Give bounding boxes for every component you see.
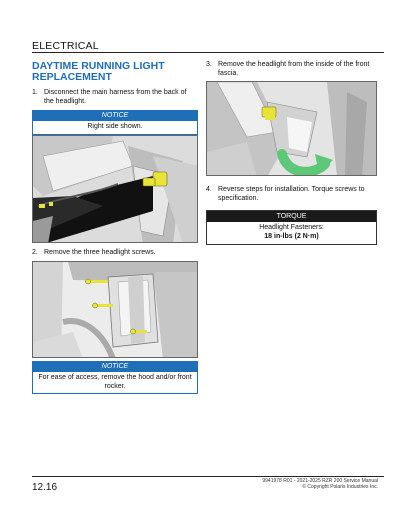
torque-label: TORQUE (207, 211, 376, 222)
step-text: Disconnect the main harness from the back of the headlight. (44, 89, 187, 105)
notice-text: Right side shown. (87, 123, 143, 130)
step-2 (32, 249, 198, 258)
step-text: Remove the three headlight screws. (44, 248, 156, 256)
header-divider (32, 52, 384, 53)
section-title: DAYTIME RUNNING LIGHT REPLACEMENT (32, 60, 165, 83)
notice-label: NOTICE (33, 111, 197, 121)
footer-divider (32, 476, 384, 477)
step-3 (206, 61, 377, 78)
step-number: 2. (32, 248, 38, 256)
harness-disconnect-photo (32, 135, 198, 243)
torque-spec-box (206, 210, 377, 245)
step-number: 4. (206, 186, 212, 193)
notice-text: For ease of access, remove the hood and/or front rocker. (38, 374, 192, 390)
page-number: 12.16 (32, 482, 58, 493)
left-column (32, 58, 198, 394)
step-number: 1. (32, 89, 38, 96)
torque-item: Headlight Fasteners: (259, 224, 324, 231)
torque-value: 18 in-lbs (2 N·m) (264, 232, 319, 240)
step-number: 3. (206, 61, 212, 68)
headlight-screws-photo (32, 261, 198, 358)
notice-box-1 (32, 110, 198, 135)
step-text: Reverse steps for installation. Torque screws to specification. (218, 186, 365, 202)
notice-label: NOTICE (33, 362, 197, 372)
step-4 (206, 186, 377, 203)
doc-title: 9941978 R01 - 2021-2025 RZR 200 Service Manual (262, 478, 378, 484)
torque-body (207, 222, 376, 244)
step-1 (32, 89, 198, 106)
headlight-removal-photo (206, 81, 377, 176)
step-text: Remove the headlight from the inside of the front fascia. (218, 61, 370, 77)
copyright: © Copyright Polaris Industries Inc. (302, 484, 378, 490)
footer-doc-info (262, 478, 378, 490)
section-header: ELECTRICAL (32, 40, 99, 52)
notice-box-2 (32, 361, 198, 394)
right-column (206, 58, 377, 245)
